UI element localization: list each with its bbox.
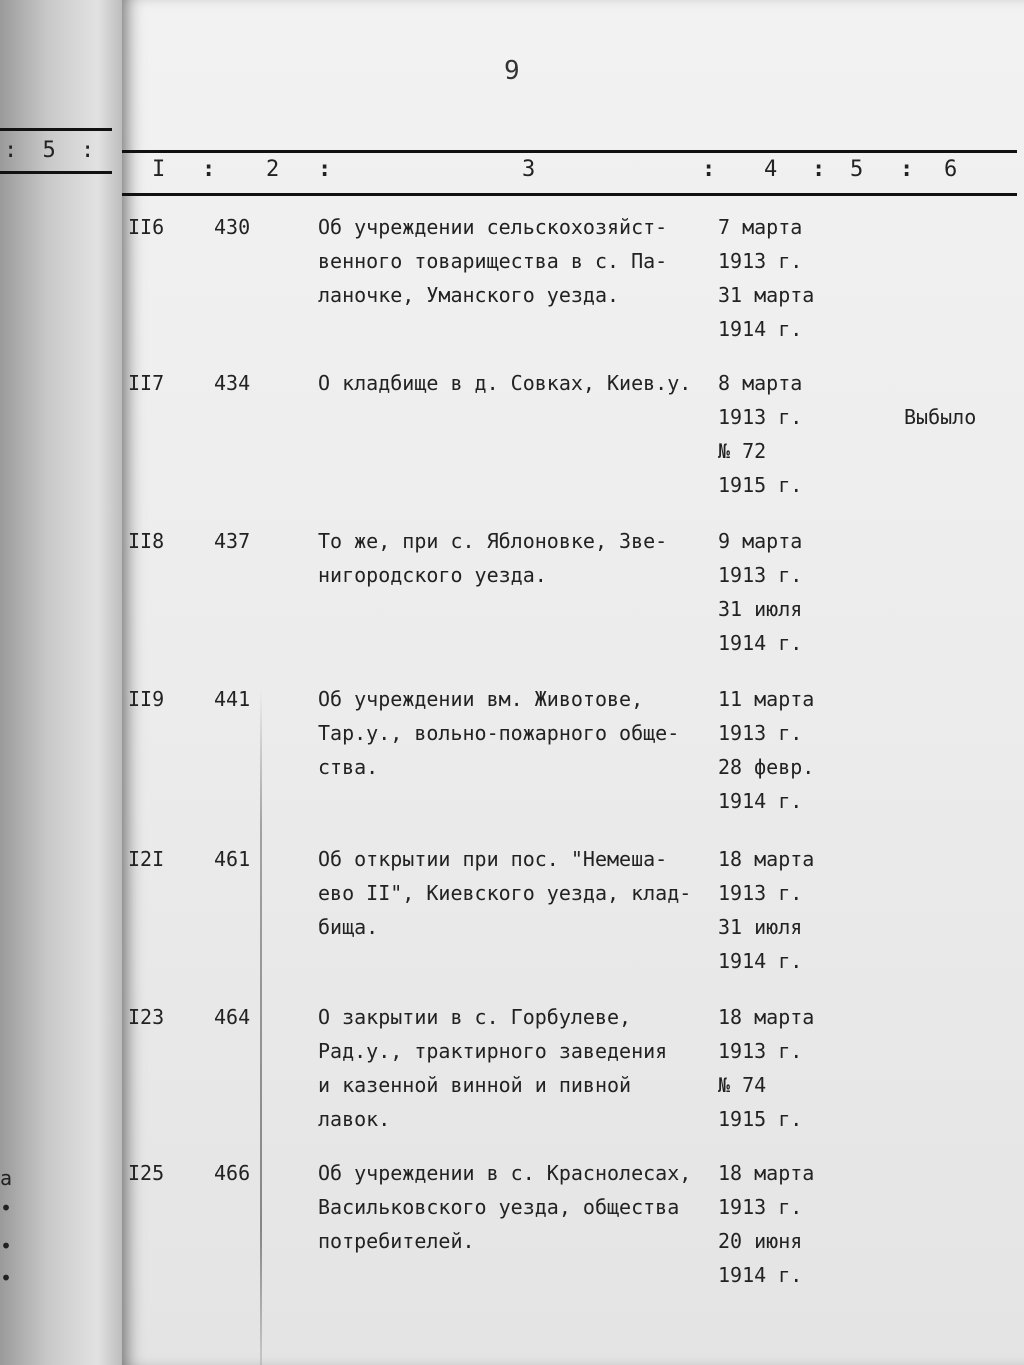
description-line: Тар.у., вольно-пожарного обще- [318, 721, 680, 745]
date-line: 8 марта [718, 371, 803, 395]
entry-number: II8 [128, 529, 165, 553]
date-line: 9 марта [718, 529, 803, 553]
reference-number: 441 [214, 687, 251, 711]
entry-dates [718, 524, 858, 660]
entry-description [318, 524, 718, 592]
entry-number: I23 [128, 1005, 165, 1029]
description-line: Об открытии при пос. "Немеша- [318, 847, 668, 871]
description-line: лавок. [318, 1107, 391, 1131]
date-line: 1914 г. [718, 949, 803, 973]
entry-dates [718, 1000, 858, 1136]
entry-number: II6 [128, 215, 165, 239]
date-line: 1914 г. [718, 317, 803, 341]
document-page [122, 0, 1024, 1365]
entry-description [318, 1156, 718, 1258]
description-line: Рад.у., трактирного заведения [318, 1039, 668, 1063]
margin-mark: • [0, 1266, 13, 1290]
description-line: бища. [318, 915, 379, 939]
column-separator: : [318, 157, 332, 182]
date-line: 31 июля [718, 915, 803, 939]
entry-description [318, 1000, 718, 1136]
date-line: 11 марта [718, 687, 815, 711]
date-line: 1914 г. [718, 631, 803, 655]
date-line: 1914 г. [718, 1263, 803, 1287]
previous-page-column-header: : 5 : [0, 128, 112, 174]
page-number: 9 [504, 56, 520, 86]
entry-number: I25 [128, 1161, 165, 1185]
entry-note: Выбыло [904, 405, 977, 429]
date-line: 1915 г. [718, 473, 803, 497]
description-line: ланочке, Уманского уезда. [318, 283, 620, 307]
entry-number: II9 [128, 687, 165, 711]
date-line: 1913 г. [718, 1195, 803, 1219]
date-line: 1913 г. [718, 881, 803, 905]
date-line: 7 марта [718, 215, 803, 239]
reference-number: 464 [214, 1005, 251, 1029]
entry-description [318, 842, 718, 944]
date-line: 18 марта [718, 1005, 815, 1029]
date-line: 1913 г. [718, 405, 803, 429]
reference-number: 461 [214, 847, 251, 871]
description-line: венного товарищества в с. Па- [318, 249, 668, 273]
description-line: То же, при с. Яблоновке, Зве- [318, 529, 668, 553]
entry-number: II7 [128, 371, 165, 395]
description-line: Васильковского уезда, общества [318, 1195, 680, 1219]
date-line: 1915 г. [718, 1107, 803, 1131]
column-separator: : [702, 157, 716, 182]
column-header-1: I [152, 157, 166, 182]
description-line: О закрытии в с. Горбулеве, [318, 1005, 632, 1029]
entry-number: I2I [128, 847, 165, 871]
previous-page-edge [0, 0, 122, 1365]
date-line: 31 марта [718, 283, 815, 307]
description-line: потребителей. [318, 1229, 475, 1253]
margin-mark: • [0, 1196, 13, 1220]
date-line: 1913 г. [718, 249, 803, 273]
date-line: 18 марта [718, 847, 815, 871]
date-line: 1913 г. [718, 1039, 803, 1063]
column-header-6: 6 [944, 157, 958, 182]
description-line: Об учреждении сельскохозяйст- [318, 215, 668, 239]
date-line: 20 июня [718, 1229, 803, 1253]
description-line: Об учреждении в с. Краснолесах, [318, 1161, 692, 1185]
column-header-3: 3 [522, 157, 536, 182]
date-line: № 74 [718, 1073, 767, 1097]
margin-mark: a [0, 1166, 13, 1190]
description-line: Об учреждении вм. Животове, [318, 687, 644, 711]
column-separator: : [812, 157, 826, 182]
description-line: ево II", Киевского уезда, клад- [318, 881, 692, 905]
description-line: и казенной винной и пивной [318, 1073, 632, 1097]
reference-number: 434 [214, 371, 251, 395]
entry-description [318, 366, 718, 400]
column-separator: : [900, 157, 914, 182]
entry-dates [718, 842, 858, 978]
description-line: нигородского уезда. [318, 563, 547, 587]
date-line: 18 марта [718, 1161, 815, 1185]
entry-description [318, 682, 718, 784]
reference-number: 430 [214, 215, 251, 239]
table-column-header [122, 150, 1017, 196]
entry-dates [718, 366, 858, 502]
entry-dates [718, 1156, 858, 1292]
date-line: 28 февр. [718, 755, 815, 779]
description-line: ства. [318, 755, 379, 779]
date-line: 31 июля [718, 597, 803, 621]
reference-number: 466 [214, 1161, 251, 1185]
entry-dates [718, 682, 858, 818]
column-header-5: 5 [850, 157, 864, 182]
column-header-4: 4 [764, 157, 778, 182]
date-line: 1913 г. [718, 563, 803, 587]
description-line: О кладбище в д. Совках, Киев.у. [318, 371, 692, 395]
page-crease [260, 690, 262, 1365]
reference-number: 437 [214, 529, 251, 553]
margin-mark: • [0, 1234, 13, 1258]
date-line: № 72 [718, 439, 767, 463]
entry-dates [718, 210, 858, 346]
column-separator: : [202, 157, 216, 182]
date-line: 1914 г. [718, 789, 803, 813]
column-header-2: 2 [266, 157, 280, 182]
entry-description [318, 210, 718, 312]
date-line: 1913 г. [718, 721, 803, 745]
